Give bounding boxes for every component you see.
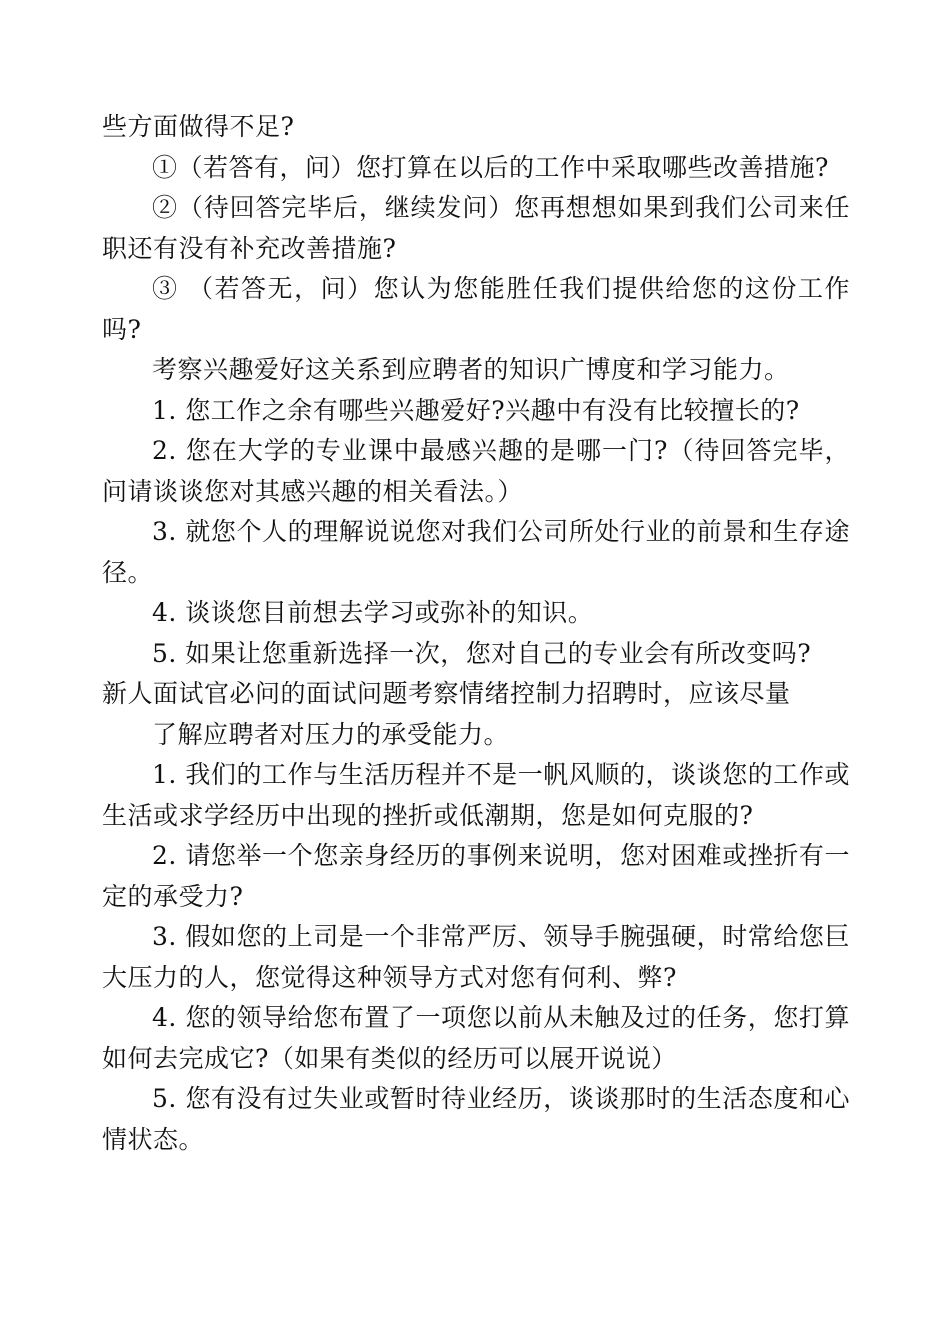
list-item: 1. 您工作之余有哪些兴趣爱好?兴趣中有没有比较擅长的?: [152, 395, 800, 425]
paragraph: ③ （若答无，问）您认为您能胜任我们提供给您的这份工作吗?: [102, 274, 850, 344]
paragraph: ①（若答有，问）您打算在以后的工作中采取哪些改善措施?: [152, 152, 829, 182]
list-item: 1. 我们的工作与生活历程并不是一帆风顺的，谈谈您的工作或生活或求学经历中出现的挫折或低潮期，您是如何克服的?: [102, 760, 850, 830]
list-item: 4. 您的领导给您布置了一项您以前从未触及过的任务，您打算如何去完成它?（如果有类似的经历可以展开说说）: [102, 1003, 850, 1073]
list-item: 3. 就您个人的理解说说您对我们公司所处行业的前景和生存途径。: [102, 517, 850, 587]
list-item: 5. 如果让您重新选择一次，您对自己的专业会有所改变吗?: [152, 638, 812, 668]
list-item: 5. 您有没有过失业或暂时待业经历，谈谈那时的生活态度和心情状态。: [102, 1084, 850, 1154]
list-item: 4. 谈谈您目前想去学习或弥补的知识。: [152, 598, 594, 627]
document-page: [102, 107, 850, 1160]
paragraph: 些方面做得不足?: [102, 112, 295, 141]
paragraph: 考察兴趣爱好这关系到应聘者的知识广博度和学习能力。: [152, 355, 790, 384]
paragraph: 新人面试官必问的面试问题考察情绪控制力招聘时，应该尽量: [102, 679, 791, 708]
paragraph: 了解应聘者对压力的承受能力。: [152, 719, 510, 749]
list-item: 3. 假如您的上司是一个非常严厉、领导手腕强硬，时常给您巨大压力的人，您觉得这种领导方式对您有何利、弊?: [102, 922, 850, 992]
list-item: 2. 请您举一个您亲身经历的事例来说明，您对困难或挫折有一定的承受力?: [102, 841, 850, 911]
list-item: 2. 您在大学的专业课中最感兴趣的是哪一门?（待回答完毕，问请谈谈您对其感兴趣的相关看法。）: [102, 436, 850, 506]
paragraph: ②（待回答完毕后，继续发问）您再想想如果到我们公司来任职还有没有补充改善措施?: [102, 193, 850, 263]
